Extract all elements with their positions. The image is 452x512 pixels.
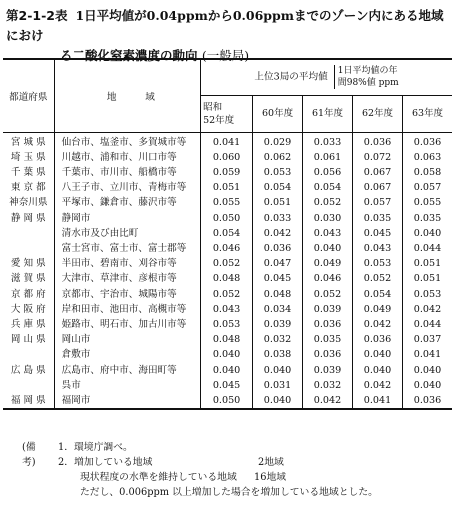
value-cell-60: 0.051 <box>253 195 303 210</box>
table-row <box>3 287 452 302</box>
value-cell-61: 0.032 <box>303 378 353 393</box>
value-cell-62: 0.035 <box>353 211 403 226</box>
title-paren: (一般局) <box>201 48 250 63</box>
value-cell-62: 0.045 <box>353 226 403 241</box>
row-area: 京都市、宇治市、城陽市等 <box>61 288 177 300</box>
value-cell-52: 0.051 <box>201 180 253 195</box>
value-cell-52: 0.053 <box>201 317 253 332</box>
value-cell-62: 0.041 <box>353 393 403 409</box>
value-cell-60: 0.032 <box>253 332 303 347</box>
value-cell-61: 0.033 <box>303 132 353 150</box>
value-cell-52: 0.060 <box>201 150 253 165</box>
value-cell-62: 0.053 <box>353 256 403 271</box>
table-row <box>3 180 452 195</box>
row-prefecture: 福 岡 県 <box>3 393 54 409</box>
row-prefecture: 埼 玉 県 <box>3 150 54 165</box>
row-prefecture: 京 都 府 <box>3 287 54 302</box>
value-cell-63: 0.063 <box>403 150 452 165</box>
value-cell-63: 0.051 <box>403 256 452 271</box>
value-cell-60: 0.039 <box>253 317 303 332</box>
value-cell-61: 0.036 <box>303 347 353 362</box>
table-title <box>6 6 452 66</box>
note-3-count: 16地域 <box>254 472 287 483</box>
value-cell-52: 0.054 <box>201 226 253 241</box>
value-cell-60: 0.038 <box>253 347 303 362</box>
value-cell-52: 0.040 <box>201 347 253 362</box>
row-prefecture <box>3 378 54 393</box>
value-cell-60: 0.033 <box>253 211 303 226</box>
row-prefecture: 広 島 県 <box>3 363 54 378</box>
value-cell-52: 0.059 <box>201 165 253 180</box>
value-cell-60: 0.047 <box>253 256 303 271</box>
value-cell-63: 0.044 <box>403 241 452 256</box>
value-cell-61: 0.054 <box>303 180 353 195</box>
row-area: 千葉市、市川市、船橋市等 <box>61 166 177 178</box>
row-prefecture: 静 岡 県 <box>3 211 54 226</box>
value-cell-52: 0.052 <box>201 256 253 271</box>
row-area: 平塚市、鎌倉市、藤沢市等 <box>61 197 177 209</box>
table-row <box>3 271 452 286</box>
header-year-63: 63年度 <box>403 95 452 132</box>
table-row <box>3 195 452 210</box>
value-cell-63: 0.042 <box>403 302 452 317</box>
value-cell-60: 0.040 <box>253 393 303 409</box>
row-area: 富士宮市、富士市、富士郡等 <box>61 242 187 254</box>
value-cell-63: 0.040 <box>403 226 452 241</box>
value-cell-61: 0.049 <box>303 256 353 271</box>
value-cell-60: 0.034 <box>253 302 303 317</box>
row-prefecture: 大 阪 府 <box>3 302 54 317</box>
note-4: ただし、0.006ppm 以上増加した場合を増加している地域とした。 <box>80 487 378 498</box>
value-cell-63: 0.037 <box>403 332 452 347</box>
value-cell-62: 0.072 <box>353 150 403 165</box>
value-cell-61: 0.035 <box>303 332 353 347</box>
title-line2: る二酸化窒素濃度の動向 <box>60 48 198 63</box>
value-cell-63: 0.057 <box>403 180 452 195</box>
note-2: 2．増加している地域 <box>58 457 153 468</box>
header-year-label: 52年度 <box>203 114 235 126</box>
no2-trend-table <box>3 58 452 410</box>
value-cell-60: 0.053 <box>253 165 303 180</box>
row-prefecture: 千 葉 県 <box>3 165 54 180</box>
value-cell-62: 0.042 <box>353 378 403 393</box>
value-cell-62: 0.040 <box>353 363 403 378</box>
value-cell-52: 0.043 <box>201 302 253 317</box>
row-area: 岡山市 <box>61 334 91 346</box>
value-cell-52: 0.040 <box>201 363 253 378</box>
value-cell-60: 0.040 <box>253 363 303 378</box>
value-cell-62: 0.049 <box>353 302 403 317</box>
table-row <box>3 332 452 347</box>
value-cell-63: 0.058 <box>403 165 452 180</box>
value-cell-62: 0.036 <box>353 332 403 347</box>
table-row <box>3 393 452 409</box>
header-year-era: 昭和 <box>203 101 223 113</box>
value-cell-63: 0.055 <box>403 195 452 210</box>
value-cell-61: 0.030 <box>303 211 353 226</box>
value-cell-62: 0.036 <box>353 132 403 150</box>
row-prefecture: 愛 知 県 <box>3 256 54 271</box>
value-cell-52: 0.041 <box>201 132 253 150</box>
value-cell-52: 0.050 <box>201 393 253 409</box>
header-year-52 <box>201 95 253 132</box>
bracket-line2: 間98%値 ppm <box>337 78 399 89</box>
value-cell-63: 0.040 <box>403 378 452 393</box>
value-cell-62: 0.042 <box>353 317 403 332</box>
value-cell-63: 0.036 <box>403 393 452 409</box>
note-2-count: 2地域 <box>258 457 284 468</box>
header-year-60: 60年度 <box>253 95 303 132</box>
header-average <box>201 59 452 95</box>
header-average-bracket <box>334 65 399 89</box>
value-cell-52: 0.052 <box>201 287 253 302</box>
table-code: 第2-1-2表 <box>6 8 68 23</box>
row-area: 半田市、碧南市、刈谷市等 <box>61 258 177 270</box>
value-cell-52: 0.046 <box>201 241 253 256</box>
value-cell-61: 0.039 <box>303 302 353 317</box>
row-prefecture: 滋 賀 県 <box>3 271 54 286</box>
value-cell-62: 0.054 <box>353 287 403 302</box>
table-row <box>3 241 452 256</box>
row-area: 倉敷市 <box>61 349 91 361</box>
row-prefecture: 神奈川県 <box>3 195 54 210</box>
value-cell-61: 0.040 <box>303 241 353 256</box>
value-cell-61: 0.042 <box>303 393 353 409</box>
table-row <box>3 378 452 393</box>
value-cell-60: 0.054 <box>253 180 303 195</box>
note-1: 1．環境庁調べ。 <box>58 442 133 453</box>
value-cell-63: 0.053 <box>403 287 452 302</box>
row-area: 広島市、府中市、海田町等 <box>61 364 177 376</box>
row-area: 福岡市 <box>54 393 200 409</box>
row-area: 呉市 <box>61 379 81 391</box>
row-area: 仙台市、塩釜市、多賀城市等 <box>54 132 200 150</box>
value-cell-62: 0.067 <box>353 180 403 195</box>
value-cell-60: 0.031 <box>253 378 303 393</box>
table-row <box>3 256 452 271</box>
header-average-label: 上位3局の平均値 <box>254 71 328 83</box>
row-area: 姫路市、明石市、加古川市等 <box>61 318 187 330</box>
row-area: 八王子市、立川市、青梅市等 <box>61 182 187 194</box>
value-cell-61: 0.061 <box>303 150 353 165</box>
row-prefecture: 宮 城 県 <box>3 132 54 150</box>
note-3: 現状程度の水準を維持している地域 <box>80 472 237 483</box>
table-row <box>3 132 452 150</box>
table-body <box>3 132 452 409</box>
table-row <box>3 211 452 226</box>
value-cell-63: 0.036 <box>403 132 452 150</box>
row-prefecture: 岡 山 県 <box>3 332 54 347</box>
value-cell-52: 0.055 <box>201 195 253 210</box>
row-area: 静岡市 <box>61 212 91 224</box>
header-year-61: 61年度 <box>303 95 353 132</box>
value-cell-60: 0.062 <box>253 150 303 165</box>
value-cell-63: 0.040 <box>403 363 452 378</box>
bracket-line1: 1日平均値の年 <box>337 66 398 77</box>
value-cell-61: 0.052 <box>303 287 353 302</box>
value-cell-61: 0.056 <box>303 165 353 180</box>
value-cell-52: 0.045 <box>201 378 253 393</box>
value-cell-62: 0.043 <box>353 241 403 256</box>
table-row <box>3 226 452 241</box>
value-cell-62: 0.067 <box>353 165 403 180</box>
value-cell-63: 0.035 <box>403 211 452 226</box>
value-cell-52: 0.050 <box>201 211 253 226</box>
table-row <box>3 150 452 165</box>
value-cell-60: 0.048 <box>253 287 303 302</box>
row-prefecture: 東 京 都 <box>3 180 54 195</box>
value-cell-52: 0.048 <box>201 332 253 347</box>
row-area: 清水市及び由比町 <box>61 227 139 239</box>
notes-label: (備考) <box>22 442 36 468</box>
row-prefecture <box>3 241 54 256</box>
header-area: 地 域 <box>54 59 200 132</box>
value-cell-52: 0.048 <box>201 271 253 286</box>
table-row <box>3 302 452 317</box>
value-cell-60: 0.036 <box>253 241 303 256</box>
value-cell-63: 0.044 <box>403 317 452 332</box>
row-prefecture: 兵 庫 県 <box>3 317 54 332</box>
table-row <box>3 317 452 332</box>
value-cell-63: 0.041 <box>403 347 452 362</box>
value-cell-62: 0.052 <box>353 271 403 286</box>
value-cell-62: 0.057 <box>353 195 403 210</box>
title-line1: 1日平均値が0.04ppmから0.06ppmまでのゾーン内にある地域におけ <box>6 8 444 43</box>
value-cell-61: 0.052 <box>303 195 353 210</box>
table-row <box>3 347 452 362</box>
row-prefecture <box>3 347 54 362</box>
header-prefecture: 都道府県 <box>3 59 54 132</box>
header-year-62: 62年度 <box>353 95 403 132</box>
row-area: 川越市、浦和市、川口市等 <box>61 151 177 163</box>
row-area: 大津市、草津市、彦根市等 <box>61 273 177 285</box>
row-prefecture <box>3 226 54 241</box>
value-cell-60: 0.029 <box>253 132 303 150</box>
row-area: 岸和田市、池田市、高槻市等 <box>61 303 187 315</box>
value-cell-61: 0.046 <box>303 271 353 286</box>
value-cell-61: 0.043 <box>303 226 353 241</box>
value-cell-60: 0.042 <box>253 226 303 241</box>
value-cell-62: 0.040 <box>353 347 403 362</box>
table-row <box>3 363 452 378</box>
value-cell-61: 0.036 <box>303 317 353 332</box>
value-cell-63: 0.051 <box>403 271 452 286</box>
value-cell-60: 0.045 <box>253 271 303 286</box>
value-cell-61: 0.039 <box>303 363 353 378</box>
table-row <box>3 165 452 180</box>
